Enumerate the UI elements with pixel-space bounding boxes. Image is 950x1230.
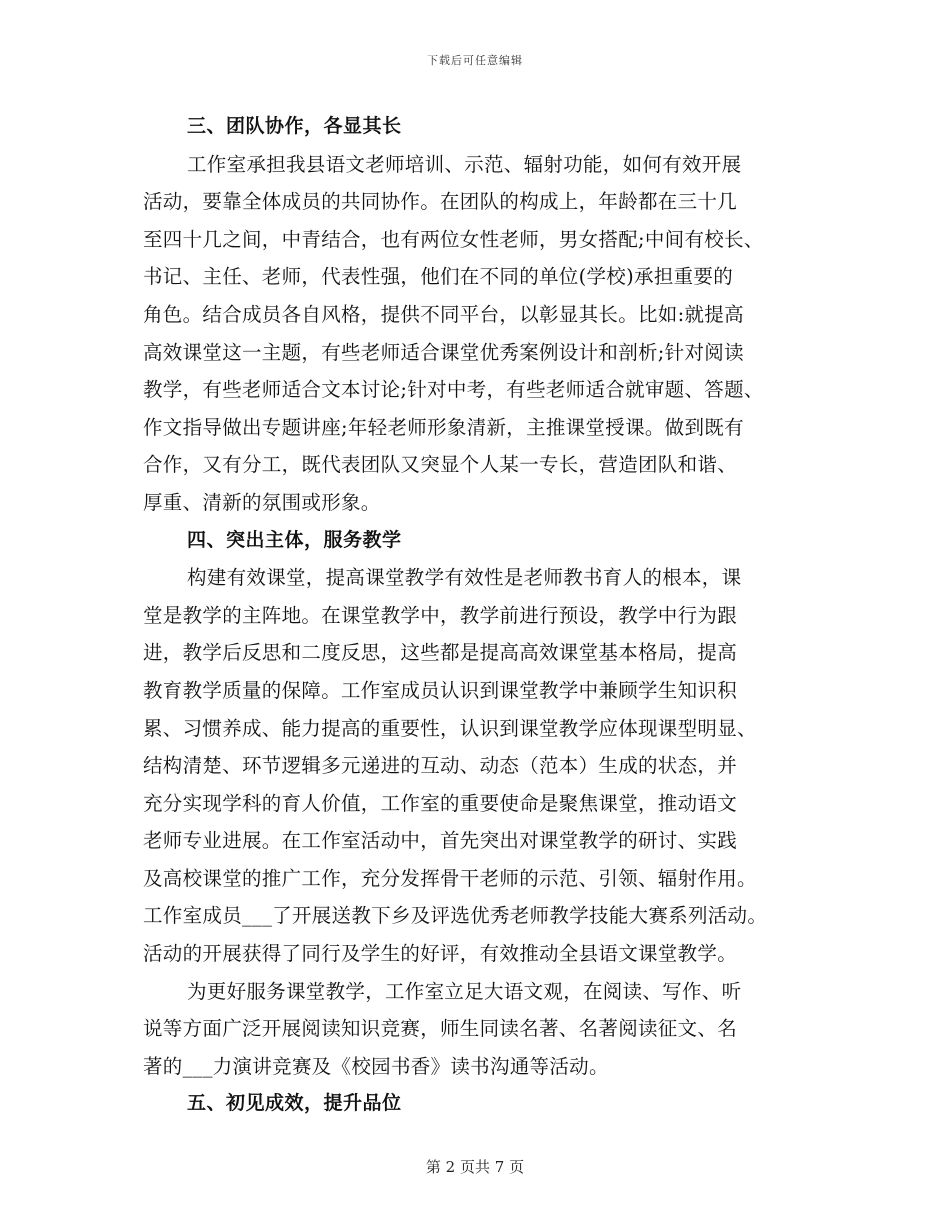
paragraph-line: 教学，有些老师适合文本讨论;针对中考，有些老师适合就审题、答题、: [143, 378, 764, 402]
paragraph-line: 堂是教学的主阵地。在课堂教学中，教学前进行预设，教学中行为跟: [143, 603, 738, 627]
paragraph-line: 进，教学后反思和二度反思，这些都是提高高效课堂基本格局，提高: [143, 641, 738, 665]
paragraph-line: 高效课堂这一主题，有些老师适合课堂优秀案例设计和剖析;针对阅读: [143, 340, 744, 364]
paragraph-line: 及高校课堂的推广工作，充分发挥骨干老师的示范、引领、辐射作用。: [143, 866, 757, 890]
paragraph-line: 充分实现学科的育人价值，工作室的重要使命是聚焦课堂，推动语文: [143, 791, 738, 815]
page-number: 第 2 页共 7 页: [425, 1158, 525, 1176]
document-body: [143, 108, 823, 1123]
paragraph-line: 活动的开展获得了同行及学生的好评，有效推动全县语文课堂教学。: [143, 942, 738, 966]
paragraph-line: 厚重、清新的氛围或形象。: [143, 490, 381, 514]
paragraph-line: 合作，又有分工，既代表团队又突显个人某一专长，营造团队和谐、: [143, 453, 738, 477]
page-header: 下载后可任意编辑: [427, 54, 523, 67]
heading-3: 三、团队协作，各显其长: [187, 115, 402, 137]
paragraph-line: 工作室成员___了开展送教下乡及评选优秀老师教学技能大赛系列活动。: [143, 904, 768, 928]
heading-5: 五、初见成效，提升品位: [187, 1092, 402, 1115]
paragraph-line: 活动，要靠全体成员的共同协作。在团队的构成上，年龄都在三十几: [143, 190, 738, 214]
paragraph-line: 结构清楚、环节逻辑多元递进的互动、动态（范本）生成的状态，并: [143, 754, 738, 778]
paragraph-line: 工作室承担我县语文老师培训、示范、辐射功能，如何有效开展: [187, 152, 742, 176]
paragraph-line: 说等方面广泛开展阅读知识竞赛，师生同读名著、名著阅读征文、名: [143, 1017, 738, 1041]
paragraph-line: 著的___力演讲竞赛及《校园书香》读书沟通等活动。: [143, 1054, 609, 1078]
paragraph-line: 老师专业进展。在工作室活动中，首先突出对课堂教学的研讨、实践: [143, 829, 738, 853]
paragraph-line: 教育教学质量的保障。工作室成员认识到课堂教学中兼顾学生知识积: [143, 678, 738, 702]
paragraph-line: 为更好服务课堂教学，工作室立足大语文观，在阅读、写作、听: [187, 979, 742, 1003]
paragraph-line: 作文指导做出专题讲座;年轻老师形象清新，主推课堂授课。做到既有: [143, 415, 744, 439]
paragraph-line: 角色。结合成员各自风格，提供不同平台，以彰显其长。比如:就提高: [143, 302, 744, 326]
paragraph-line: 书记、主任、老师，代表性强，他们在不同的单位(学校)承担重要的: [143, 265, 734, 289]
heading-4: 四、突出主体，服务教学: [187, 528, 402, 551]
paragraph-line: 构建有效课堂，提高课堂教学有效性是老师教书育人的根本，课: [187, 566, 742, 590]
paragraph-line: 累、习惯养成、能力提高的重要性，认识到课堂教学应体现课型明显、: [143, 716, 757, 740]
paragraph-line: 至四十几之间，中青结合，也有两位女性老师，男女搭配;中间有校长、: [143, 227, 764, 251]
